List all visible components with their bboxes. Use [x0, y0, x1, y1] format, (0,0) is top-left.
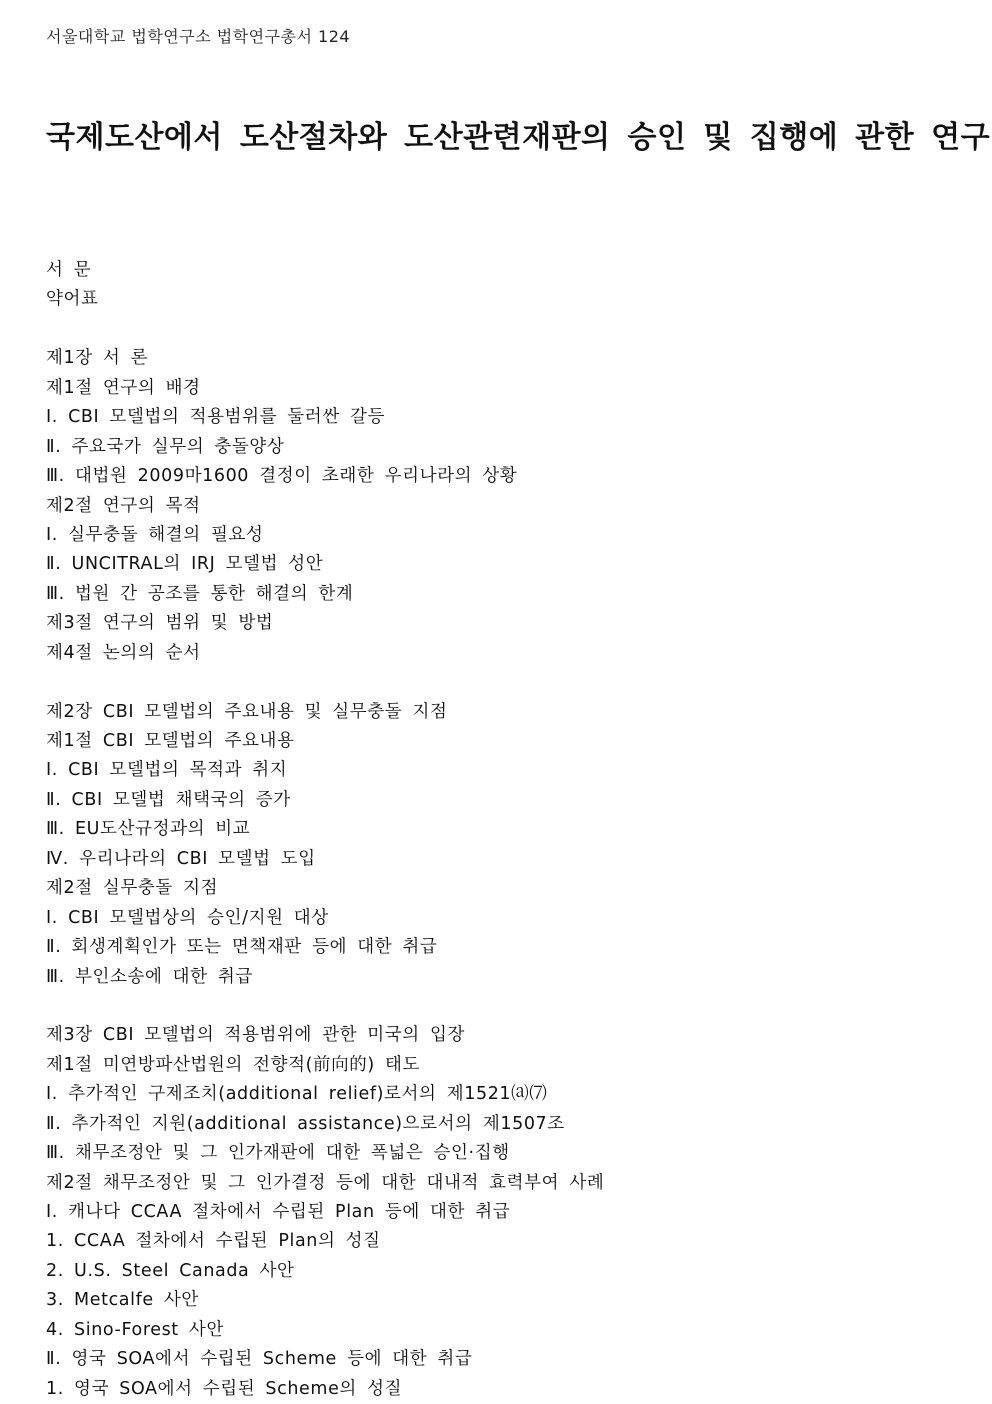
toc-section: 제2절 채무조정안 및 그 인가결정 등에 대한 대내적 효력부여 사례	[46, 1172, 605, 1193]
toc-chapter: 제1장 서 론	[46, 348, 149, 369]
toc-entry: 1. CCAA 절차에서 수립된 Plan의 성질	[46, 1231, 381, 1252]
toc-chapter: 제2장 CBI 모델법의 주요내용 및 실무충돌 지점	[46, 701, 448, 722]
toc-entry: Ⅰ. 실무충돌 해결의 필요성	[46, 524, 264, 545]
toc-entry: Ⅱ. 회생계획인가 또는 면책재판 등에 대한 취급	[46, 937, 438, 958]
toc-entry: 1. 영국 SOA에서 수립된 Scheme의 성질	[46, 1378, 403, 1399]
toc-section: 제2절 실무충돌 지점	[46, 878, 219, 899]
toc-section: 제3절 연구의 범위 및 방법	[46, 613, 274, 634]
toc-chapter: 제3장 CBI 모델법의 적용범위에 관한 미국의 입장	[46, 1025, 465, 1046]
toc-section: 제1절 CBI 모델법의 주요내용	[46, 731, 295, 751]
toc-entry: Ⅰ. CBI 모델법상의 승인/지원 대상	[46, 907, 329, 928]
toc-entry: Ⅰ. CBI 모델법의 목적과 취지	[46, 760, 288, 781]
toc-entry: 2. U.S. Steel Canada 사안	[46, 1260, 295, 1281]
toc-entry: Ⅳ. 우리나라의 CBI 모델법 도입	[46, 848, 316, 869]
toc-entry: Ⅰ. CBI 모델법의 적용범위를 둘러싼 갈등	[46, 407, 385, 428]
table-of-contents	[46, 256, 946, 1404]
toc-entry: Ⅱ. 주요국가 실무의 충돌양상	[46, 436, 285, 457]
toc-entry: Ⅲ. 대법원 2009마1600 결정이 초래한 우리나라의 상황	[46, 466, 518, 487]
toc-entry: Ⅲ. EU도산규정과의 비교	[46, 819, 251, 840]
toc-entry: Ⅱ. UNCITRAL의 IRJ 모델법 성안	[46, 554, 324, 575]
series-header: 서울대학교 법학연구소 법학연구총서 124	[46, 27, 351, 46]
toc-entry: Ⅱ. 추가적인 지원(additional assistance)으로서의 제1507조	[46, 1113, 565, 1134]
toc-entry: 약어표	[46, 289, 99, 310]
toc-section: 제4절 논의의 순서	[46, 642, 201, 663]
toc-entry: 4. Sino-Forest 사안	[46, 1319, 224, 1340]
toc-section: 제2절 연구의 목적	[46, 495, 201, 516]
toc-entry: Ⅲ. 부인소송에 대한 취급	[46, 966, 253, 987]
toc-entry: 3. Metcalfe 사안	[46, 1290, 199, 1311]
toc-section: 제1절 미연방파산법원의 전향적(前向的) 태도	[46, 1054, 420, 1075]
toc-spacer	[46, 668, 946, 697]
toc-entry: Ⅲ. 채무조정안 및 그 인가재판에 대한 폭넓은 승인·집행	[46, 1143, 510, 1164]
page-title: 국제도산에서 도산절차와 도산관련재판의 승인 및 집행에 관한 연구	[46, 120, 991, 155]
toc-entry: Ⅱ. CBI 모델법 채택국의 증가	[46, 789, 291, 810]
toc-entry: 서 문	[46, 260, 92, 280]
toc-entry: Ⅱ. 영국 SOA에서 수립된 Scheme 등에 대한 취급	[46, 1349, 473, 1370]
toc-entry: Ⅰ. 추가적인 구제조치(additional relief)로서의 제1521⒜⑺	[46, 1084, 548, 1105]
toc-section: 제1절 연구의 배경	[46, 377, 201, 398]
toc-spacer	[46, 315, 946, 344]
toc-spacer	[46, 992, 946, 1021]
toc-entry: Ⅲ. 법원 간 공조를 통한 해결의 한계	[46, 583, 354, 604]
toc-entry: Ⅰ. 캐나다 CCAA 절차에서 수립된 Plan 등에 대한 취급	[46, 1202, 511, 1222]
